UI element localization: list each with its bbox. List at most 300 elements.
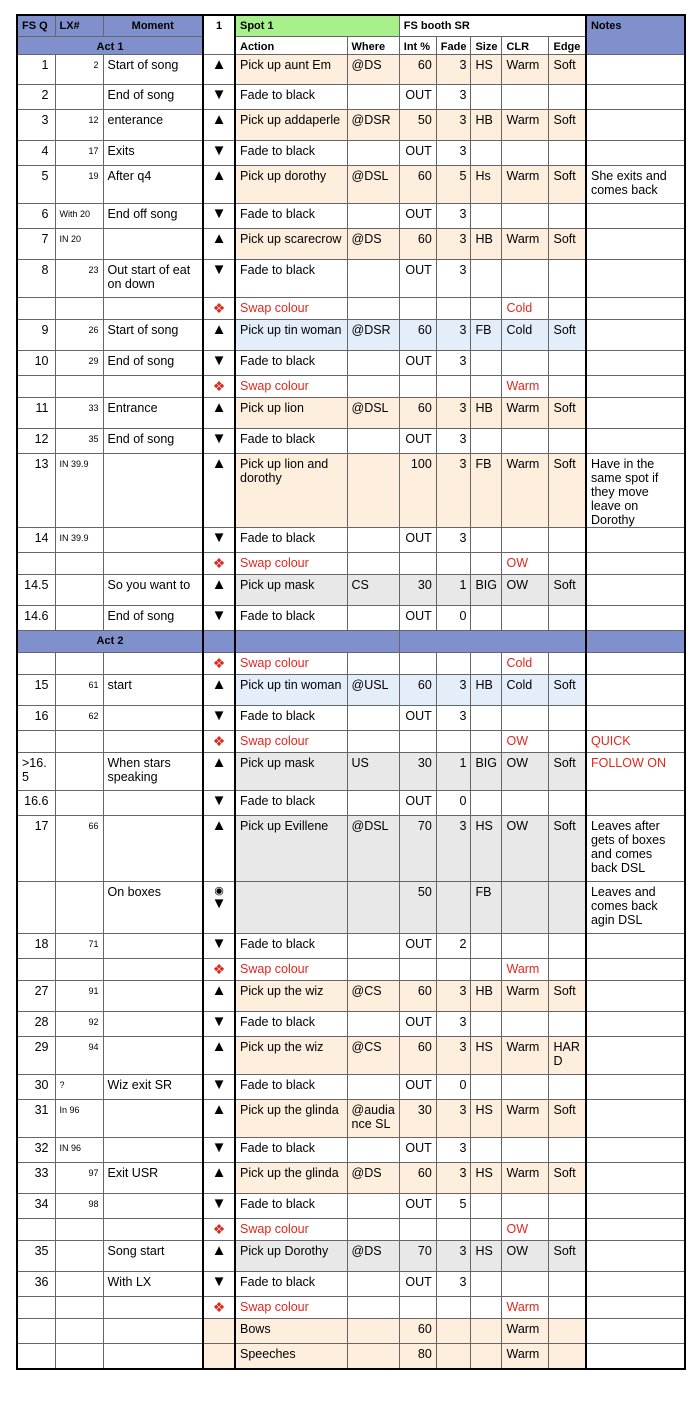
moment [103, 934, 203, 959]
cue-number: 15 [17, 675, 55, 706]
intensity: OUT [399, 351, 436, 376]
where [347, 606, 399, 631]
intensity: 30 [399, 1100, 436, 1138]
act-1-label: Act 1 [17, 37, 203, 55]
action: Swap colour [235, 376, 347, 398]
move-down-icon: ◉ ▼ [203, 882, 235, 934]
edge [549, 298, 586, 320]
intensity: 50 [399, 882, 436, 934]
lx-number [55, 959, 103, 981]
intensity: OUT [399, 260, 436, 298]
edge [549, 606, 586, 631]
fade: 3 [436, 706, 471, 731]
moment [103, 1319, 203, 1344]
action: Fade to black [235, 204, 347, 229]
size [471, 1075, 502, 1100]
notes [586, 351, 685, 376]
swap-icon: ❖ [203, 376, 235, 398]
fade: 3 [436, 320, 471, 351]
cue-row [17, 110, 685, 141]
where [347, 85, 399, 110]
notes [586, 398, 685, 429]
cue-number: 9 [17, 320, 55, 351]
colour: Cold [502, 653, 549, 675]
lx-number: 97 [55, 1163, 103, 1194]
action: Pick up scarecrow [235, 229, 347, 260]
fade-down-icon: ▼ [203, 1075, 235, 1100]
cue-row [17, 706, 685, 731]
fade [436, 882, 471, 934]
where [347, 1219, 399, 1241]
fade-down-icon: ▼ [203, 260, 235, 298]
notes: She exits and comes back [586, 166, 685, 204]
cue-row [17, 1100, 685, 1138]
size [471, 1344, 502, 1369]
edge [549, 528, 586, 553]
header-fade: Fade [436, 37, 471, 55]
action: Fade to black [235, 141, 347, 166]
pick-up-icon: ▲ [203, 398, 235, 429]
colour: Warm [502, 1037, 549, 1075]
moment: End of song [103, 85, 203, 110]
fade-down-icon: ▼ [203, 204, 235, 229]
size: FB [471, 882, 502, 934]
moment: After q4 [103, 166, 203, 204]
edge: Soft [549, 753, 586, 791]
moment: When stars speaking [103, 753, 203, 791]
colour: Warm [502, 1100, 549, 1138]
where: @DSL [347, 166, 399, 204]
moment: Start of song [103, 55, 203, 85]
lx-number: 17 [55, 141, 103, 166]
fade: 1 [436, 575, 471, 606]
notes [586, 376, 685, 398]
lx-number [55, 1241, 103, 1272]
cue-row [17, 1037, 685, 1075]
notes [586, 1138, 685, 1163]
lx-number: IN 20 [55, 229, 103, 260]
lx-number: 19 [55, 166, 103, 204]
colour: OW [502, 1219, 549, 1241]
lx-number [55, 1297, 103, 1319]
cue-row [17, 1012, 685, 1037]
pick-up-icon: ▲ [203, 1163, 235, 1194]
where [347, 706, 399, 731]
cue-row [17, 981, 685, 1012]
fade [436, 1344, 471, 1369]
lx-number: 94 [55, 1037, 103, 1075]
cue-row [17, 753, 685, 791]
fade: 3 [436, 110, 471, 141]
intensity: 60 [399, 675, 436, 706]
header-moment: Moment [103, 15, 203, 37]
lx-number [55, 85, 103, 110]
notes [586, 1012, 685, 1037]
edge: Soft [549, 816, 586, 882]
pick-up-icon: ▲ [203, 753, 235, 791]
size [471, 376, 502, 398]
edge [549, 1272, 586, 1297]
fade: 3 [436, 55, 471, 85]
intensity [399, 1297, 436, 1319]
action: Fade to black [235, 706, 347, 731]
pick-up-icon: ▲ [203, 320, 235, 351]
fade: 0 [436, 606, 471, 631]
edge [549, 204, 586, 229]
header-fsq: FS Q [17, 15, 55, 37]
header-booth: FS booth SR [399, 15, 586, 37]
intensity [399, 376, 436, 398]
swap-icon: ❖ [203, 959, 235, 981]
header-int: Int % [399, 37, 436, 55]
cue-row [17, 1272, 685, 1297]
edge [549, 429, 586, 454]
action: Swap colour [235, 653, 347, 675]
where [347, 882, 399, 934]
notes [586, 85, 685, 110]
action: Pick up mask [235, 575, 347, 606]
action: Fade to black [235, 1012, 347, 1037]
cue-row [17, 1163, 685, 1194]
cue-row [17, 1344, 685, 1369]
colour [502, 1272, 549, 1297]
lx-number [55, 1319, 103, 1344]
cue-number [17, 882, 55, 934]
notes [586, 1194, 685, 1219]
action: Pick up the glinda [235, 1100, 347, 1138]
edge [549, 791, 586, 816]
action: Fade to black [235, 606, 347, 631]
edge [549, 1319, 586, 1344]
moment: On boxes [103, 882, 203, 934]
cue-row [17, 320, 685, 351]
notes [586, 959, 685, 981]
cue-row [17, 816, 685, 882]
intensity: OUT [399, 528, 436, 553]
size: BIG [471, 753, 502, 791]
where [347, 934, 399, 959]
fade [436, 653, 471, 675]
size: FB [471, 320, 502, 351]
lx-number [55, 653, 103, 675]
where: @DS [347, 1241, 399, 1272]
pick-up-icon: ▲ [203, 816, 235, 882]
fade [436, 1297, 471, 1319]
notes [586, 606, 685, 631]
action: Fade to black [235, 1272, 347, 1297]
fade-down-icon: ▼ [203, 606, 235, 631]
cue-row [17, 1319, 685, 1344]
colour [502, 85, 549, 110]
size: HS [471, 1100, 502, 1138]
size: BIG [471, 575, 502, 606]
moment [103, 553, 203, 575]
cue-number: 31 [17, 1100, 55, 1138]
notes: QUICK [586, 731, 685, 753]
moment [103, 298, 203, 320]
notes [586, 1344, 685, 1369]
fade-down-icon: ▼ [203, 85, 235, 110]
action: Fade to black [235, 1194, 347, 1219]
colour: OW [502, 575, 549, 606]
swap-icon: ❖ [203, 731, 235, 753]
fade: 3 [436, 981, 471, 1012]
where [347, 959, 399, 981]
colour: Cold [502, 298, 549, 320]
cue-number [17, 1344, 55, 1369]
notes [586, 55, 685, 85]
intensity [399, 553, 436, 575]
pick-up-icon: ▲ [203, 1241, 235, 1272]
notes [586, 528, 685, 553]
moment [103, 229, 203, 260]
fade-down-icon: ▼ [203, 1138, 235, 1163]
where [347, 141, 399, 166]
cue-number: 28 [17, 1012, 55, 1037]
edge [549, 1344, 586, 1369]
fade: 3 [436, 85, 471, 110]
edge [549, 1075, 586, 1100]
intensity: 60 [399, 229, 436, 260]
lx-number: IN 39.9 [55, 528, 103, 553]
where [347, 1012, 399, 1037]
colour [502, 1012, 549, 1037]
cue-number: 13 [17, 454, 55, 528]
intensity: OUT [399, 141, 436, 166]
action: Pick up lion [235, 398, 347, 429]
swap-colour-row [17, 298, 685, 320]
size: HB [471, 675, 502, 706]
fade-down-icon: ▼ [203, 1012, 235, 1037]
action: Pick up the wiz [235, 1037, 347, 1075]
action: Pick up Evillene [235, 816, 347, 882]
fade-down-icon: ▼ [203, 934, 235, 959]
swap-colour-row [17, 731, 685, 753]
notes [586, 298, 685, 320]
action: Swap colour [235, 1297, 347, 1319]
colour: Warm [502, 1297, 549, 1319]
intensity: 60 [399, 320, 436, 351]
where [347, 1075, 399, 1100]
lx-number: 92 [55, 1012, 103, 1037]
where: @DS [347, 1163, 399, 1194]
edge: Soft [549, 1163, 586, 1194]
where: CS [347, 575, 399, 606]
action: Bows [235, 1319, 347, 1344]
pick-up-icon: ▲ [203, 1037, 235, 1075]
cue-number: 8 [17, 260, 55, 298]
fade: 3 [436, 454, 471, 528]
cue-sheet-table [16, 14, 686, 1370]
cue-number: 14.6 [17, 606, 55, 631]
intensity: 60 [399, 398, 436, 429]
notes [586, 429, 685, 454]
colour: Warm [502, 166, 549, 204]
cue-number: 2 [17, 85, 55, 110]
cue-number [17, 653, 55, 675]
swap-colour-row [17, 376, 685, 398]
cue-row [17, 454, 685, 528]
moment [103, 791, 203, 816]
action: Fade to black [235, 791, 347, 816]
cue-row [17, 675, 685, 706]
size [471, 1272, 502, 1297]
action [235, 882, 347, 934]
edge: Soft [549, 166, 586, 204]
lx-number: 62 [55, 706, 103, 731]
colour: Warm [502, 376, 549, 398]
notes [586, 229, 685, 260]
action: Pick up lion and dorothy [235, 454, 347, 528]
cue-row [17, 429, 685, 454]
action: Pick up the wiz [235, 981, 347, 1012]
where [347, 454, 399, 528]
colour [502, 204, 549, 229]
fade: 2 [436, 934, 471, 959]
edge: Soft [549, 981, 586, 1012]
lx-number [55, 1272, 103, 1297]
fade: 3 [436, 229, 471, 260]
where: @USL [347, 675, 399, 706]
lx-number: 71 [55, 934, 103, 959]
edge [549, 1012, 586, 1037]
intensity: 50 [399, 110, 436, 141]
where [347, 376, 399, 398]
size: HB [471, 398, 502, 429]
cue-row [17, 204, 685, 229]
size [471, 731, 502, 753]
cue-row [17, 260, 685, 298]
intensity: 70 [399, 816, 436, 882]
lx-number: 35 [55, 429, 103, 454]
fade: 3 [436, 429, 471, 454]
where [347, 791, 399, 816]
colour: OW [502, 553, 549, 575]
intensity [399, 653, 436, 675]
cue-number: 5 [17, 166, 55, 204]
where [347, 351, 399, 376]
colour: OW [502, 753, 549, 791]
cue-number: 3 [17, 110, 55, 141]
header-spot-name: Spot 1 [235, 15, 399, 37]
moment [103, 1344, 203, 1369]
size [471, 85, 502, 110]
fade: 3 [436, 204, 471, 229]
moment: Out start of eat on down [103, 260, 203, 298]
moment: Wiz exit SR [103, 1075, 203, 1100]
moment [103, 528, 203, 553]
lx-number: ? [55, 1075, 103, 1100]
size [471, 1297, 502, 1319]
fade: 5 [436, 166, 471, 204]
fade: 3 [436, 1037, 471, 1075]
cue-number: 35 [17, 1241, 55, 1272]
edge [549, 882, 586, 934]
lx-number [55, 791, 103, 816]
size: FB [471, 454, 502, 528]
swap-icon: ❖ [203, 553, 235, 575]
colour: Warm [502, 1319, 549, 1344]
cue-number: 32 [17, 1138, 55, 1163]
colour [502, 882, 549, 934]
intensity [399, 959, 436, 981]
fade-down-icon: ▼ [203, 1194, 235, 1219]
intensity: OUT [399, 1138, 436, 1163]
fade [436, 298, 471, 320]
colour [502, 606, 549, 631]
cue-number [17, 298, 55, 320]
header-clr: CLR [502, 37, 549, 55]
pick-up-icon: ▲ [203, 454, 235, 528]
header-lx: LX# [55, 15, 103, 37]
intensity: OUT [399, 1012, 436, 1037]
cue-number: >16. 5 [17, 753, 55, 791]
action: Pick up tin woman [235, 320, 347, 351]
size [471, 791, 502, 816]
edge [549, 260, 586, 298]
fade [436, 1319, 471, 1344]
cue-number: 29 [17, 1037, 55, 1075]
fade: 0 [436, 1075, 471, 1100]
moment: Entrance [103, 398, 203, 429]
fade [436, 959, 471, 981]
cue-row [17, 528, 685, 553]
lx-number [55, 753, 103, 791]
edge [549, 1297, 586, 1319]
where [347, 653, 399, 675]
cue-number: 12 [17, 429, 55, 454]
swap-icon: ❖ [203, 653, 235, 675]
action: Fade to black [235, 260, 347, 298]
colour [502, 1075, 549, 1100]
cue-row [17, 1138, 685, 1163]
moment [103, 1100, 203, 1138]
where: US [347, 753, 399, 791]
notes [586, 320, 685, 351]
action: Pick up mask [235, 753, 347, 791]
notes: FOLLOW ON [586, 753, 685, 791]
swap-colour-row [17, 1297, 685, 1319]
cue-number [17, 376, 55, 398]
action: Fade to black [235, 85, 347, 110]
lx-number [55, 1219, 103, 1241]
lx-number: With 20 [55, 204, 103, 229]
cue-row [17, 229, 685, 260]
size: HS [471, 816, 502, 882]
size [471, 934, 502, 959]
lx-number: 98 [55, 1194, 103, 1219]
colour: Warm [502, 454, 549, 528]
colour [502, 706, 549, 731]
size: HS [471, 1241, 502, 1272]
moment: So you want to [103, 575, 203, 606]
lx-number [55, 553, 103, 575]
notes [586, 1219, 685, 1241]
notes: Leaves after gets of boxes and comes back DSL [586, 816, 685, 882]
where [347, 429, 399, 454]
fade: 3 [436, 1138, 471, 1163]
act-label: Act 2 [17, 631, 203, 653]
cue-number: 6 [17, 204, 55, 229]
cue-row [17, 55, 685, 85]
edge [549, 1194, 586, 1219]
fade: 3 [436, 1163, 471, 1194]
intensity: 60 [399, 1037, 436, 1075]
cue-number [17, 1319, 55, 1344]
fade-down-icon: ▼ [203, 429, 235, 454]
action: Swap colour [235, 1219, 347, 1241]
notes [586, 260, 685, 298]
